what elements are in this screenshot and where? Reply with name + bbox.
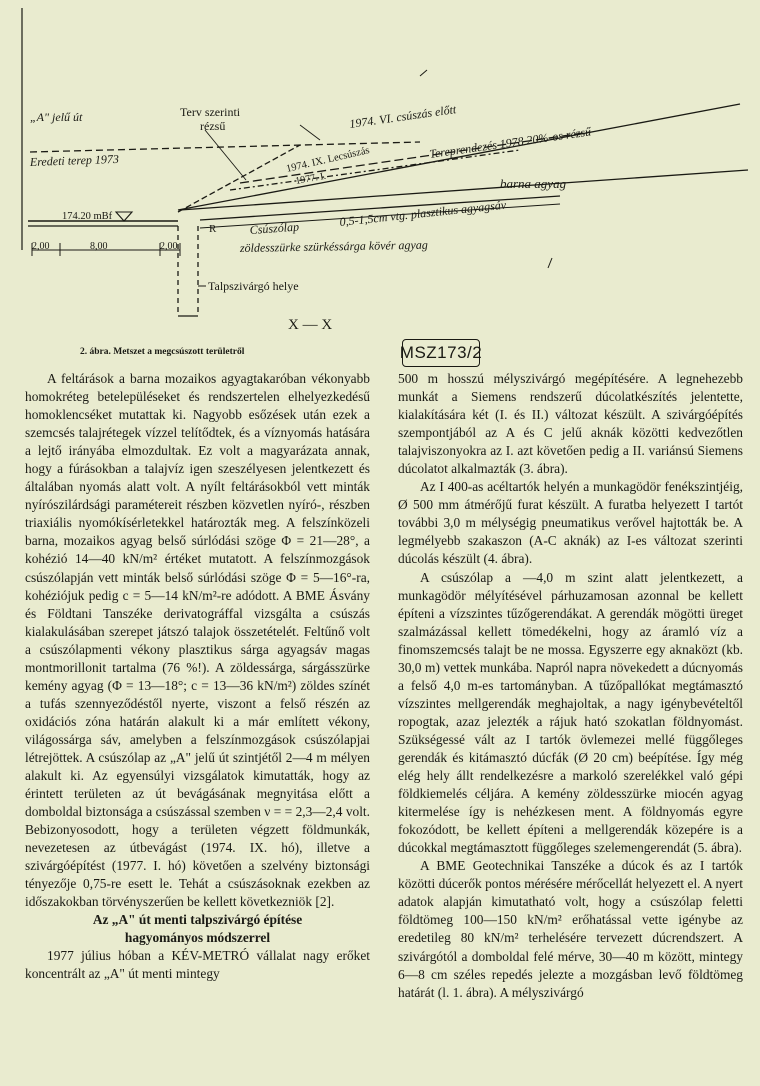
figure-caption: 2. ábra. Metszet a megcsúszott területről xyxy=(80,347,245,357)
paragraph: 1977 július hóban a KÉV-METRÓ vállalat nagy erőket koncentrált az „A" út menti mintegy xyxy=(25,948,370,982)
slide-1974-vi-label: 1974. VI. csúszás előtt xyxy=(348,102,458,131)
elevation-label: 174.20 mBf xyxy=(62,211,113,222)
r-mark-label: R xyxy=(209,223,217,235)
paragraph: A feltárások a barna mozaikos agyagtakaróban vékonyabb homokréteg betelepüléseket és rendszertelen elhelyezkedésű homoklencséket mutattak ki. Nagyobb esőzések után ezek a szemcsés talajrétegek vízzel telítődtek, és a víznyomás hatására a lejtő irányába elmozdultak. Ez volt a magyarázata annak, hogy a fúrásokban a talajvíz igen szeszélyesen jelentkezett és általában nyomás alatt volt. A nyílt feltárásokból vett minták nyírószilárdsági paramétereit részben közvetlen nyíró-, részben triaxiális nyomókísérletekkel határozták meg. A felszínközeli barna, mozaikos agyag belső súrlódási szöge Φ = 21—28°, a kohézió 14—40 kN/m² értéket mutatott. A felszínmozgások csúszólapján vett minták belső súrlódási szöge Φ = 5—16°-ra, kohéziójuk pedig c = 5—14 kN/m²-re adódott. A BME Ásvány és Földtani Tanszéke derivatográffal vizsgálta a csúszás kialakulásában szerepet játszó talajok összetételét. Feltűnő volt a csúszólapmenti vékony plasztikus sárga agyagsáv magas montmorillonit tartalma (76 %!). A zöldessárga, sárgásszürke kemény agyag (Φ = 13—18°; c = 13—36 kN/m²) zöldes színét a tufás szennyeződéstől nyerte, viszont a felső részén az oxidációs zóna határán alakult ki a már említett vékony, világossárga sáv, amelyben a felszínmozgások csúszólapjai létrejöttek. A csúszólap az „A" jelű út szintjétől 2—4 m mélyen alakult ki. Az egyensúlyi vizsgálatok kimutatták, hogy az érintett területen az út bevágásának megnyitása előtt a domboldal biztonsága a csúszással szemben ν = = 2,3—2,4 volt. Bebizonyosodott, hogy a területen végzett földmunkák, nevezetesen az útbevágást (1974. IX. hó), illetve a szivárgóépítést (1977. I. hó) követően a szelvény biztonsági tényezője 0,75-re esett le. Tehát a csúszásoknak ezekben az időszakokban törvényszerűen be kellett következniök [2]. xyxy=(25,371,370,910)
planned-slope-label: Terv szerinti xyxy=(180,105,241,119)
paragraph: Az I 400-as acéltartók helyén a munkagödör fenékszintjéig, Ø 500 mm átmérőjű furat készült. A furatba helyezett I tartót további 3,0 m mélységig pneumatikus verővel hajtották be. A legmélyebb szakaszon (A-C aknák) az I-es változat szerinti dúcolás készült (4. ábra). xyxy=(398,479,743,567)
cross-section-figure xyxy=(0,0,760,340)
paragraph: A BME Geotechnikai Tanszéke a dúcok és az I tartók közötti dúcerők pontos mérésére mérőcellát helyezett el. A nyert adatok alapján kimutatható volt, hogy a csúszólap feletti földtömeg 100—150 kN/m² erőhatással vette igénybe az eredetileg 80 kN/m² terhelésére tervezett dúcrendszert. A szivárgótól a domboldal felé mérve, 30—40 m között, mintegy 6—8 cm széles repedés jelezte a mozgásban levő földtömeg határát (l. 1. ábra). A mélyszivárgó xyxy=(398,858,743,1000)
paragraph: 500 m hosszú mélyszivárgó megépítésére. A legnehezebb munkát a Siemens rendszerű dúcolatkészítés jelentette, kialakítására két (I. és II.) változat készült. A szivárgóépítés szempontjából az A és C jelű aknák közötti kedvezőtlen talajviszonyokra az I. azt követően pedig a II. variánsú Siemens dúcolatot alkalmazták (3. ábra). xyxy=(398,371,743,477)
a-road-label: „A" jelű út xyxy=(30,110,83,124)
standard-stamp: MSZ173/2 xyxy=(402,339,480,367)
slide-1974-ix-label: 1974. IX. Lecsúszás xyxy=(285,145,371,175)
original-terrain-label: Eredeti terep 1973 xyxy=(29,151,120,169)
dim-200a-label: 2,00 xyxy=(32,241,50,252)
section-heading-line1: Az „A" út menti talpszivárgó építése xyxy=(92,912,303,928)
dim-800-label: 8,00 xyxy=(90,241,108,252)
terrain-shaping-label: Tereprendezés 1978 20%-os rézsű xyxy=(428,124,592,161)
y1977-label: 1977. I. xyxy=(294,170,327,187)
section-heading xyxy=(25,911,370,947)
brown-clay-label: barna agyag xyxy=(500,176,567,191)
section-heading-line2: hagyományos módszerrel xyxy=(124,930,271,946)
planned-slope-label-2: rézsű xyxy=(200,119,226,133)
section-label: X — X xyxy=(288,317,333,333)
slip-plane-label: Csúszólap xyxy=(249,219,300,237)
left-column xyxy=(25,370,370,984)
green-clay-label: zöldesszürke szürkéssárga kövér agyag xyxy=(239,237,428,255)
right-column xyxy=(398,370,743,1002)
plastic-clay-label: 0,5-1,5cm vtg. plasztikus agyagsáv xyxy=(338,197,507,229)
drain-place-label: Talpszivárgó helye xyxy=(208,279,299,293)
dim-200b-label: 2,00 xyxy=(160,241,178,252)
paragraph: A csúszólap a —4,0 m szint alatt jelentkezett, a munkagödör mélyítésével párhuzamosan azonnal be kellett építeni a vízszintes tűzőgerendákat. A gerendák mögötti üreget szalmázással kellett tömedékelni, hogy az áramló víz a finomszemcsés talajt be ne mossa. Egyszerre egy aknaközt (kb. 30,0 m) vettek munkába. Napról napra növekedett a dúcnyomás a felső 4,0 m-es tartományban. A tűzőpallókat megtámasztó vízszintes mellgerendák meghajoltak, a nagy igénybevételtől ropogtak, azaz jelezték a rájuk ható szokatlan földnyomást. Szükségessé vált az I tartók övlemezei mellé függőleges gerendák és kitámasztó dúcfák (Ø 20 cm) beépítése. Így még elég hely állt rendelkezésre a markoló szerelékkel való gépi földkiemelés céljára. A kemény zöldesszürke miocén agyag kitermelése így is nehézkesen ment. A földnyomás egyre fokozódott, be kellett építeni a mellgerendák közepére is a dúcokkal megtámasztott függőleges szelemengerendát (5. ábra). xyxy=(398,569,743,856)
